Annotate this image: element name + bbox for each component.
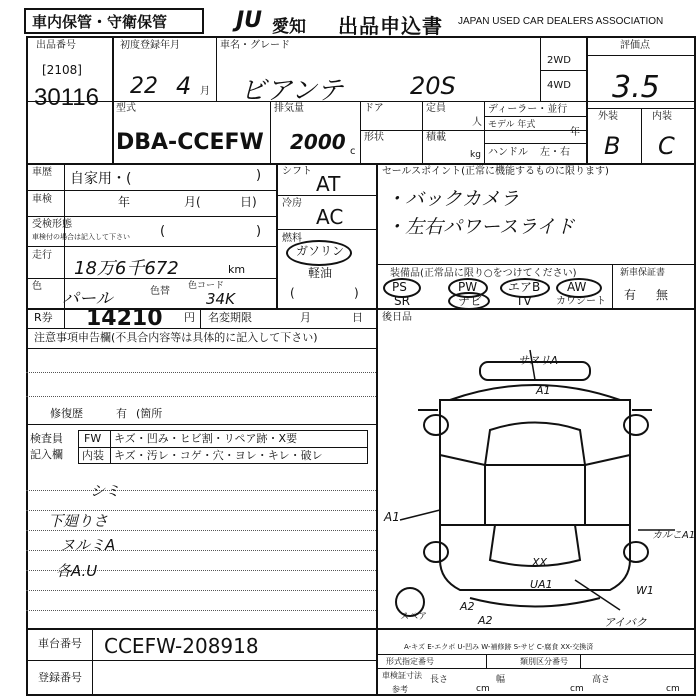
history-close: ) [256, 168, 262, 183]
model-label: 型式 [116, 103, 136, 114]
exterior-label: 外装 [598, 111, 618, 122]
diagram-ua1: UA1 [530, 578, 553, 591]
diagram-a2-right: A2 [478, 614, 493, 627]
equip-ab: エアB [508, 280, 541, 294]
name-change-day: 日 [352, 311, 363, 324]
warranty-no: 無 [656, 288, 669, 302]
lot-label: 出品番号 [36, 40, 76, 51]
handle-label: ハンドル [488, 147, 528, 158]
diagram-w1: W1 [636, 584, 654, 597]
capacity-label: 定員 [426, 103, 446, 114]
equip-pw: PW [458, 280, 478, 294]
height-label: 高さ [592, 675, 611, 685]
equip-navi: ナビ [458, 294, 483, 308]
receive-open: ( [160, 224, 166, 239]
fuel-close: ) [354, 286, 359, 300]
model-year-label: モデル 年式 [488, 120, 536, 130]
exterior-grade: B [604, 132, 621, 160]
inspection-day: 日) [240, 195, 257, 209]
name-change-label: 名変期限 [208, 311, 252, 324]
sales-point-2: ・左右パワースライド [386, 216, 575, 238]
diagram-left-a1: A1 [384, 510, 400, 524]
left-title: 車内保管・守衛保管 [32, 13, 168, 31]
history-value: 自家用・( [70, 171, 132, 187]
format-number-label: 形式指定番号 [386, 657, 434, 666]
repair-place: (箇所 [136, 407, 163, 420]
shift-value: AT [316, 172, 341, 196]
handwritten-note-3: ヌルミA [60, 536, 116, 554]
legend: A-キズ E-エクボ U-凹み W-補修跡 S-サビ C-腐食 XX-交換済 [404, 643, 594, 651]
equip-tv: TV [516, 294, 532, 308]
shift-label: シフト [282, 166, 312, 177]
color-value: パール [62, 289, 113, 309]
first-registration-month: 4 [176, 72, 192, 100]
aircon-value: AC [316, 205, 344, 229]
equip-ps: PS [392, 280, 407, 294]
kg-unit: kg [470, 150, 481, 160]
record-label: 記入欄 [30, 448, 63, 461]
diagram-top-mark: サヌリA [518, 354, 558, 367]
fuel-label: 燃料 [282, 233, 302, 244]
door-label: ドア [364, 103, 384, 114]
warranty-label: 新車保証書 [620, 268, 666, 278]
after-install-label: 後日品 [382, 312, 412, 323]
dealer-label: ディーラー・並行 [488, 104, 568, 115]
color-code-value: 34K [206, 290, 235, 308]
interior-inspect-label: 内装 [82, 449, 104, 462]
spare-label: スペア [400, 612, 428, 622]
car-name-label: 車名・グレード [220, 40, 290, 51]
displacement: 2000 [290, 130, 346, 154]
width-label: 幅 [496, 675, 506, 685]
aircon-label: 冷房 [282, 198, 302, 209]
score: 3.5 [612, 70, 660, 105]
handle-options: 左・右 [540, 147, 570, 158]
diagram-aiyaku: アイバク [604, 616, 647, 629]
cc-unit: c [350, 146, 356, 157]
repair-value: 有 [116, 407, 127, 420]
handwritten-note-1: シミ [90, 482, 121, 500]
color-change-label: 色替 [150, 286, 170, 297]
diagram-a2-left: A2 [460, 600, 475, 613]
mileage-value: 18万6千672 [74, 258, 179, 279]
fw-label: FW [84, 432, 102, 445]
receive-close: ) [256, 224, 262, 239]
year-unit: 年 [570, 127, 580, 138]
org-name: 愛知 [272, 17, 306, 37]
r-ticket-amount: 14210 [86, 306, 163, 331]
handwritten-note-4: 各A.U [56, 562, 98, 580]
inspection-label: 車検 [32, 194, 52, 205]
equip-kawa: カワシート [556, 296, 606, 307]
mileage-label: 走行 [32, 250, 52, 261]
grade: 20S [410, 72, 456, 100]
lot-number: 30116 [34, 84, 99, 111]
equip-sr: SR [394, 294, 410, 308]
receive-label: 受検形態 [32, 219, 72, 230]
notes-label: 注意事項申告欄(不具合内容等は具体的に記入して下さい) [34, 331, 318, 344]
warranty-yes: 有 [624, 288, 637, 302]
diagram-a1-top: A1 [536, 384, 551, 397]
drive-2wd: 2WD [547, 55, 571, 66]
fw-items: キズ・凹み・ヒビ割・リペア跡・X要 [114, 432, 298, 445]
color-label: 色 [32, 281, 42, 292]
interior-items: キズ・汚レ・コゲ・穴・ヨレ・キレ・破レ [114, 449, 323, 462]
height-unit: cm [666, 684, 680, 694]
length-unit: cm [476, 684, 490, 694]
receive-note: 車検付の場合は記入して下さい [32, 233, 130, 241]
sales-points-label: セールスポイント(正常に機能するものに限ります) [382, 166, 609, 177]
history-label: 車歴 [32, 167, 52, 178]
person-unit: 人 [472, 117, 482, 128]
r-ticket-label: R券 [34, 311, 53, 324]
interior-label: 内装 [652, 111, 672, 122]
chassis-value: CCEFW-208918 [104, 634, 259, 658]
english-title: JAPAN USED CAR DEALERS ASSOCIATION [458, 16, 664, 27]
first-registration-year: 22 [130, 74, 158, 99]
inspection-month: 月( [184, 195, 201, 209]
yen-unit: 円 [184, 311, 195, 324]
name-change-month: 月 [300, 311, 311, 324]
inspector-label: 検査員 [30, 432, 63, 445]
fuel-open: ( [290, 286, 295, 300]
document-title: 出品申込書 [338, 14, 443, 38]
shape-label: 形状 [364, 132, 384, 143]
inspection-year: 年 [118, 195, 131, 209]
chassis-label: 車台番号 [38, 637, 82, 650]
displacement-label: 排気量 [274, 103, 304, 114]
length-label: 長さ [430, 675, 449, 685]
category-number-label: 類別区分番号 [520, 657, 568, 666]
sales-point-1: ・バックカメラ [386, 188, 520, 210]
month-unit: 月 [200, 86, 210, 97]
fuel-light-oil: 軽油 [308, 266, 333, 280]
first-registration-label: 初度登録年月 [120, 40, 180, 51]
vehicle-size-label: 車検証寸法 [382, 671, 422, 680]
handwritten-note-2: 下廻りさ [48, 512, 109, 530]
registration-label: 登録番号 [38, 671, 82, 684]
equipment-label: 装備品(正常品に限り○をつけてください) [390, 268, 577, 279]
repair-label: 修復歴 [50, 407, 83, 420]
color-code-label: 色コード [188, 281, 225, 291]
score-label: 評価点 [620, 40, 650, 51]
car-name: ビアンテ [240, 76, 343, 106]
fuel-gasoline: ガソリン [296, 244, 345, 258]
mileage-unit: km [228, 263, 246, 276]
lot-bracket: [2108] [42, 63, 82, 77]
model-code: DBA-CCEFW [116, 130, 264, 155]
width-unit: cm [570, 684, 584, 694]
diagram-xx: XX [532, 556, 548, 569]
equip-aw: AW [567, 280, 587, 294]
load-label: 積載 [426, 132, 446, 143]
drive-4wd: 4WD [547, 80, 571, 91]
reference-label: 参考 [392, 685, 408, 694]
ju-logo: JU [236, 8, 263, 33]
interior-grade: C [658, 132, 675, 160]
diagram-right-mark: カルこA1 [652, 530, 696, 541]
